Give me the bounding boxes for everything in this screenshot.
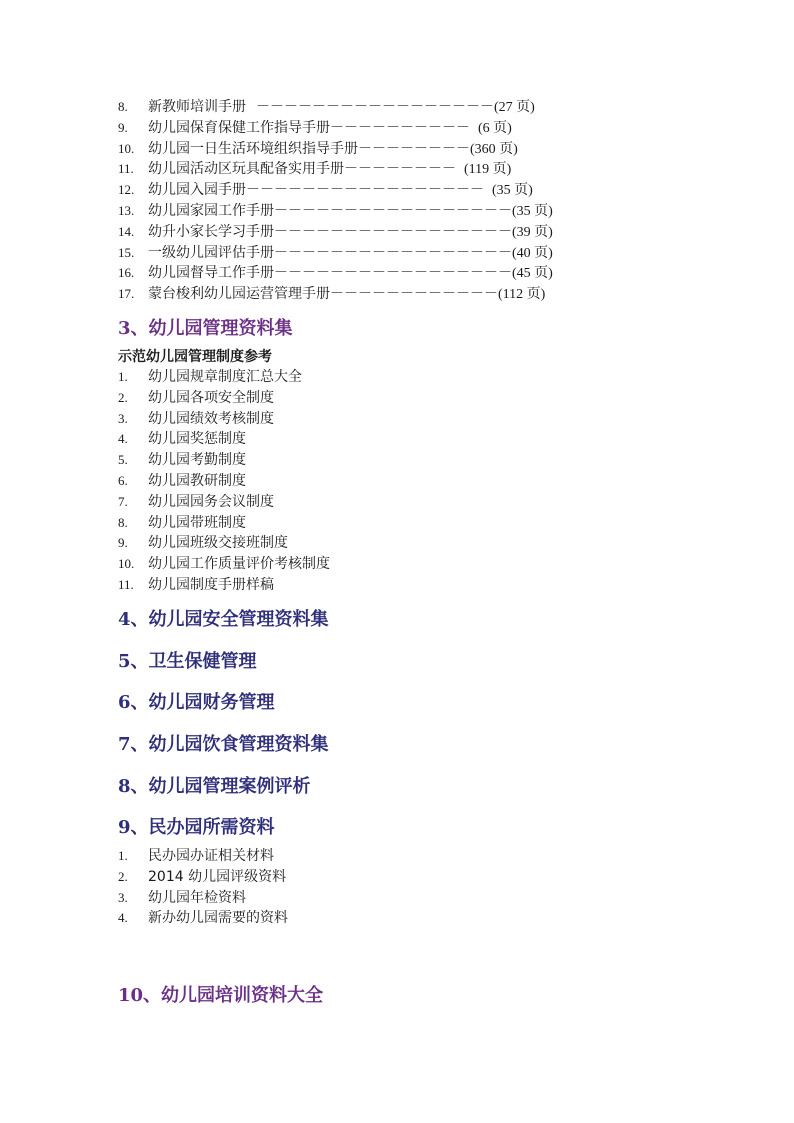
item-number: 10. bbox=[118, 556, 135, 572]
toc-item bbox=[118, 221, 578, 242]
item-number: 4. bbox=[118, 910, 128, 926]
list-item bbox=[118, 512, 538, 533]
list-item bbox=[118, 428, 538, 449]
item-number: 3. bbox=[118, 410, 128, 426]
item-number: 5. bbox=[118, 452, 128, 468]
page-count: (35 页) bbox=[512, 203, 553, 219]
item-number: 1. bbox=[118, 848, 128, 863]
item-title: 幼儿园入园手册 bbox=[148, 182, 246, 199]
item-text: 新办幼儿园需要的资料 bbox=[148, 910, 288, 927]
item-text: 幼儿园绩效考核制度 bbox=[148, 410, 274, 427]
dot-leader: －－－－－－－－－－－－ bbox=[330, 286, 498, 303]
item-number: 2. bbox=[118, 868, 128, 884]
item-title: 新教师培训手册 bbox=[148, 99, 246, 115]
item-text: 幼儿园考勤制度 bbox=[148, 452, 246, 469]
item-title: 幼儿园家园工作手册 bbox=[148, 202, 274, 219]
subheading: 示范幼儿园管理制度参考 bbox=[118, 349, 272, 365]
list-item bbox=[118, 553, 538, 574]
item-number: 9. bbox=[118, 119, 128, 135]
item-title: 幼儿园保育保健工作指导手册 bbox=[148, 119, 330, 136]
item-number: 16. bbox=[118, 265, 135, 281]
section-heading: 4、幼儿园安全管理资料集 bbox=[118, 609, 329, 630]
list-item bbox=[118, 470, 538, 491]
dot-leader: －－－－－－－－－－－－－－－－－ bbox=[256, 99, 494, 115]
item-text: 幼儿园工作质量评价考核制度 bbox=[148, 556, 330, 573]
list-item bbox=[118, 387, 538, 408]
list-item bbox=[118, 574, 538, 595]
dot-leader: －－－－－－－－－－－－－－－－－ bbox=[274, 223, 512, 240]
page-count: (39 页) bbox=[512, 224, 553, 240]
item-number: 2. bbox=[118, 389, 128, 405]
page-count: (45 页) bbox=[512, 266, 553, 282]
list-item bbox=[118, 887, 538, 908]
item-title: 一级幼儿园评估手册 bbox=[148, 244, 274, 261]
toc-list bbox=[118, 96, 578, 304]
toc-item bbox=[118, 158, 578, 179]
section-heading: 9、民办园所需资料 bbox=[118, 817, 275, 838]
item-text: 幼儿园各项安全制度 bbox=[148, 389, 274, 406]
page-count: (360 页) bbox=[470, 141, 518, 157]
page-count: (6 页) bbox=[478, 120, 512, 136]
list-item bbox=[118, 408, 538, 429]
item-number: 10. bbox=[118, 140, 135, 156]
item-text: 幼儿园教研制度 bbox=[148, 472, 246, 489]
item-text: 2014 幼儿园评级资料 bbox=[148, 868, 287, 885]
toc-item bbox=[118, 242, 578, 263]
dot-leader: －－－－－－－－－－－－－－－－－ bbox=[274, 202, 512, 219]
item-title: 幼儿园一日生活环境组织指导手册 bbox=[148, 140, 358, 157]
dot-leader: －－－－－－－－－－－－－－－－－ bbox=[274, 244, 512, 261]
item-number: 6. bbox=[118, 472, 128, 488]
item-number: 12. bbox=[118, 182, 135, 198]
item-number: 15. bbox=[118, 244, 135, 260]
item-number: 11. bbox=[118, 576, 134, 592]
page-count: (112 页) bbox=[498, 287, 546, 303]
list-item bbox=[118, 866, 538, 887]
toc-item bbox=[118, 262, 578, 283]
item-number: 14. bbox=[118, 223, 135, 239]
item-number: 4. bbox=[118, 431, 128, 447]
toc-item bbox=[118, 117, 578, 138]
page-count: (119 页) bbox=[464, 162, 512, 178]
item-number: 7. bbox=[118, 493, 128, 509]
item-number: 17. bbox=[118, 286, 135, 302]
toc-item bbox=[118, 283, 578, 304]
dot-leader: －－－－－－－－ bbox=[358, 140, 470, 157]
item-text: 幼儿园带班制度 bbox=[148, 514, 246, 531]
item-text: 幼儿园奖惩制度 bbox=[148, 431, 246, 448]
dot-leader: －－－－－－－－－－－－－－－－－ bbox=[246, 182, 484, 199]
list-item bbox=[118, 366, 538, 387]
item-text: 幼儿园规章制度汇总大全 bbox=[148, 369, 302, 385]
item-number: 8. bbox=[118, 514, 128, 530]
page-count: (40 页) bbox=[512, 245, 553, 261]
toc-item bbox=[118, 200, 578, 221]
private-kindergarten-list bbox=[118, 845, 538, 928]
section-heading: 5、卫生保健管理 bbox=[118, 651, 257, 672]
item-number: 3. bbox=[118, 889, 128, 905]
item-number: 8. bbox=[118, 99, 128, 114]
item-number: 11. bbox=[118, 161, 134, 177]
section-heading: 10、幼儿园培训资料大全 bbox=[118, 985, 324, 1006]
item-text: 幼儿园班级交接班制度 bbox=[148, 535, 288, 552]
list-item bbox=[118, 907, 538, 928]
list-item bbox=[118, 532, 538, 553]
item-title: 幼儿园活动区玩具配备实用手册 bbox=[148, 161, 344, 178]
list-item bbox=[118, 845, 538, 866]
item-number: 13. bbox=[118, 202, 135, 218]
page-count: (27 页) bbox=[494, 100, 535, 115]
section-heading: 6、幼儿园财务管理 bbox=[118, 692, 275, 713]
item-text: 民办园办证相关材料 bbox=[148, 848, 274, 864]
section-heading: 3、幼儿园管理资料集 bbox=[118, 318, 293, 339]
section-heading: 7、幼儿园饮食管理资料集 bbox=[118, 734, 329, 755]
dot-leader: －－－－－－－－－－－－－－－－－ bbox=[274, 265, 512, 282]
item-title: 蒙台梭利幼儿园运营管理手册 bbox=[148, 286, 330, 303]
regulation-list bbox=[118, 366, 538, 595]
item-text: 幼儿园园务会议制度 bbox=[148, 493, 274, 510]
item-number: 1. bbox=[118, 369, 128, 384]
dot-leader: －－－－－－－－－－ bbox=[330, 119, 470, 136]
toc-item bbox=[118, 96, 578, 117]
item-title: 幼升小家长学习手册 bbox=[148, 223, 274, 240]
toc-item bbox=[118, 179, 578, 200]
toc-item bbox=[118, 138, 578, 159]
item-number: 9. bbox=[118, 535, 128, 551]
list-item bbox=[118, 491, 538, 512]
dot-leader: －－－－－－－－ bbox=[344, 161, 456, 178]
page-count: (35 页) bbox=[492, 183, 533, 199]
item-text: 幼儿园年检资料 bbox=[148, 889, 246, 906]
list-item bbox=[118, 449, 538, 470]
item-title: 幼儿园督导工作手册 bbox=[148, 265, 274, 282]
section-heading: 8、幼儿园管理案例评析 bbox=[118, 776, 311, 797]
item-text: 幼儿园制度手册样稿 bbox=[148, 576, 274, 593]
